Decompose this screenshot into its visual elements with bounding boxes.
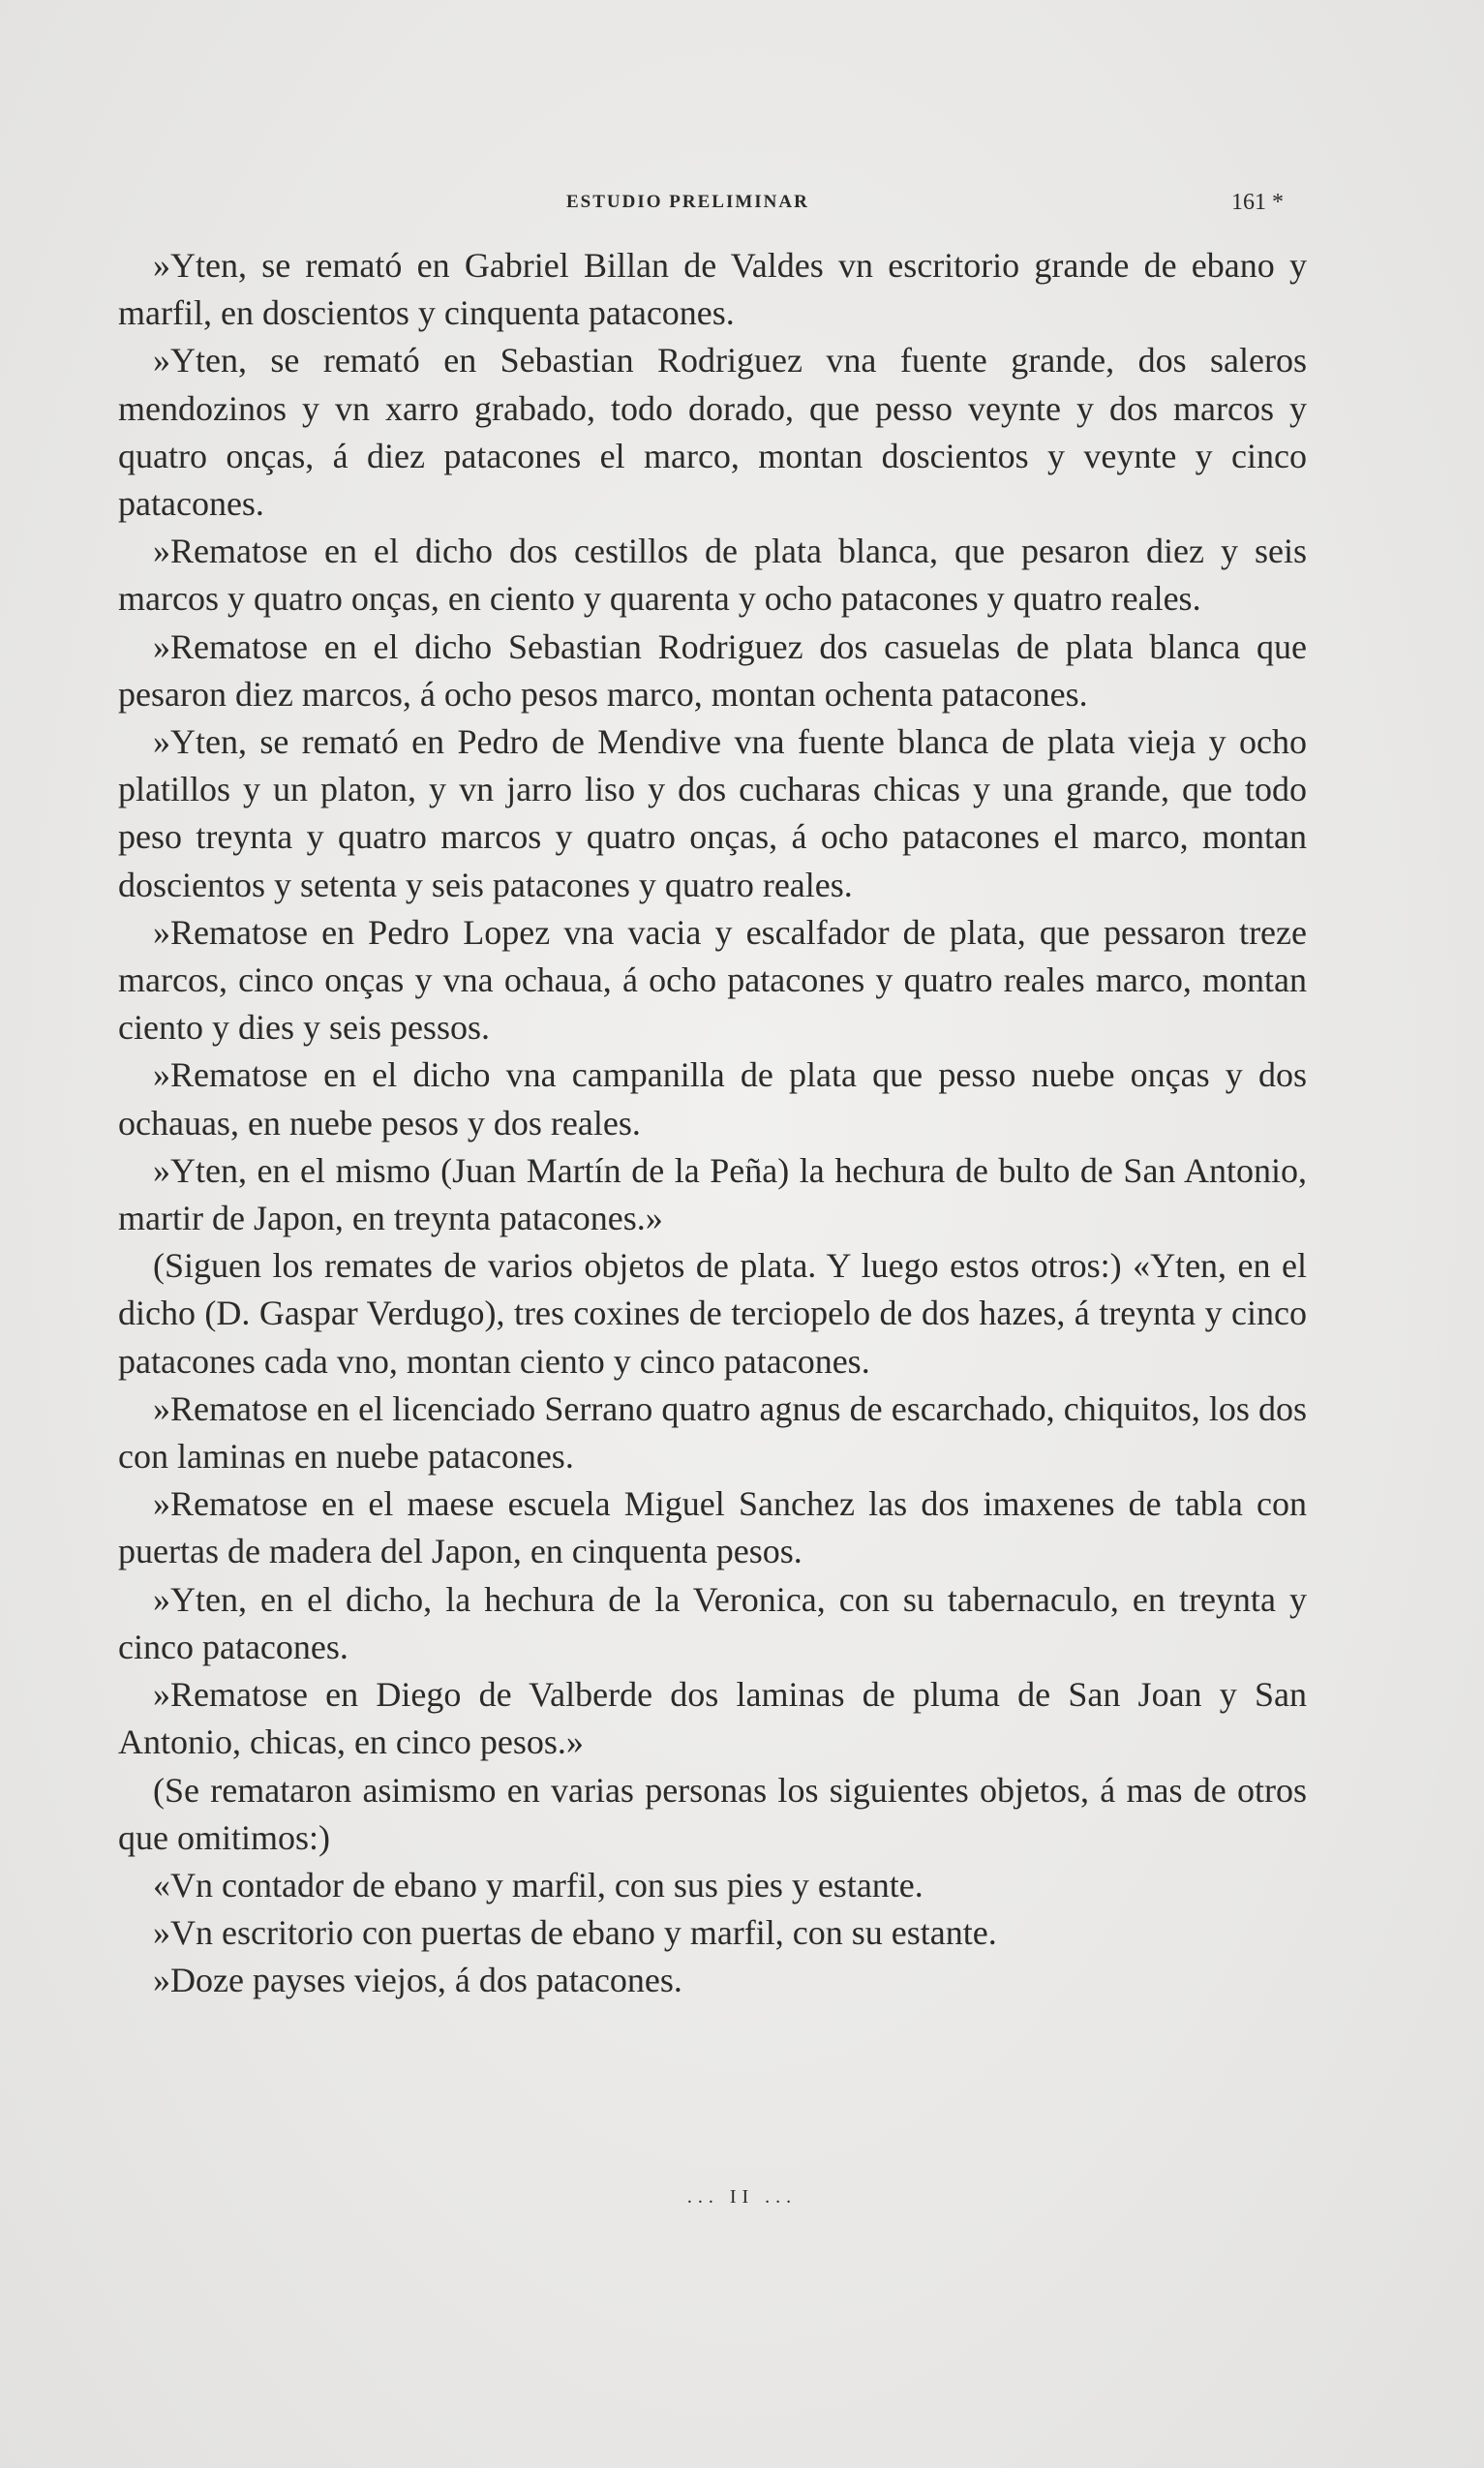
- paragraph: »Yten, se remató en Sebastian Rodriguez vna fuente grande, dos saleros mendozinos y vn xarro grabado, todo dorado, que pesso veynte y dos marcos y quatro onças, á diez patacones el marco, montan doscientos y veynte y cinco patacones.: [118, 341, 1307, 524]
- paragraph: »Rematose en el licenciado Serrano quatro agnus de escarchado, chiquitos, los dos con laminas en nuebe patacones.: [118, 1388, 1307, 1477]
- paragraph: (Siguen los remates de varios objetos de plata. Y luego estos otros:) «Yten, en el dicho (D. Gaspar Verdugo), tres coxines de terciopelo de dos hazes, á treynta y cinco patacones cada vno, montan ciento y cinco patacones.: [118, 1246, 1307, 1381]
- paragraph: »Doze payses viejos, á dos patacones.: [153, 1961, 682, 2000]
- running-head: [0, 192, 1484, 221]
- paragraph: »Yten, en el mismo (Juan Martín de la Peña) la hechura de bulto de San Antonio, martir de Japon, en treynta patacones.»: [118, 1150, 1307, 1238]
- paragraph: »Vn escritorio con puertas de ebano y marfil, con su estante.: [153, 1913, 997, 1953]
- paragraph: »Rematose en Diego de Valberde dos laminas de pluma de San Joan y San Antonio, chicas, en cinco pesos.»: [118, 1675, 1307, 1762]
- paragraph: (Se remataron asimismo en varias personas los siguientes objetos, á mas de otros que omitimos:): [118, 1770, 1307, 1857]
- paragraph: »Yten, se remató en Pedro de Mendive vna fuente blanca de plata vieja y ocho platillos y un platon, y vn jarro liso y dos cucharas chicas y una grande, que todo peso treynta y quatro marcos y quatro onças, á ocho patacones el marco, montan doscientos y setenta y seis patacones y quatro reales.: [118, 722, 1307, 904]
- page-number: 161 *: [1231, 190, 1284, 215]
- body-text: [118, 242, 1307, 2005]
- paragraph: «Vn contador de ebano y marfil, con sus pies y estante.: [153, 1865, 924, 1904]
- paragraph: »Rematose en el dicho dos cestillos de plata blanca, que pesaron diez y seis marcos y quatro onças, en ciento y quarenta y ocho patacones y quatro reales.: [118, 532, 1307, 619]
- paragraph: »Rematose en el maese escuela Miguel Sanchez las dos imaxenes de tabla con puertas de madera del Japon, en cinquenta pesos.: [118, 1484, 1307, 1571]
- paragraph: »Rematose en Pedro Lopez vna vacia y escalfador de plata, que pessaron treze marcos, cinco onças y vna ochaua, á ocho patacones y quatro reales marco, montan ciento y dies y seis pessos.: [118, 912, 1307, 1048]
- signature-mark: ... II ...: [686, 2186, 798, 2208]
- paragraph: »Rematose en el dicho vna campanilla de plata que pesso nuebe onças y dos ochauas, en nuebe pesos y dos reales.: [118, 1055, 1307, 1143]
- paragraph: »Rematose en el dicho Sebastian Rodriguez dos casuelas de plata blanca que pesaron diez marcos, á ocho pesos marco, montan ochenta patacones.: [118, 626, 1307, 714]
- running-title: ESTUDIO PRELIMINAR: [566, 192, 809, 212]
- paragraph: »Yten, en el dicho, la hechura de la Veronica, con su tabernaculo, en treynta y cinco patacones.: [118, 1579, 1307, 1666]
- paragraph: »Yten, se remató en Gabriel Billan de Valdes vn escritorio grande de ebano y marfil, en doscientos y cinquenta patacones.: [118, 246, 1307, 333]
